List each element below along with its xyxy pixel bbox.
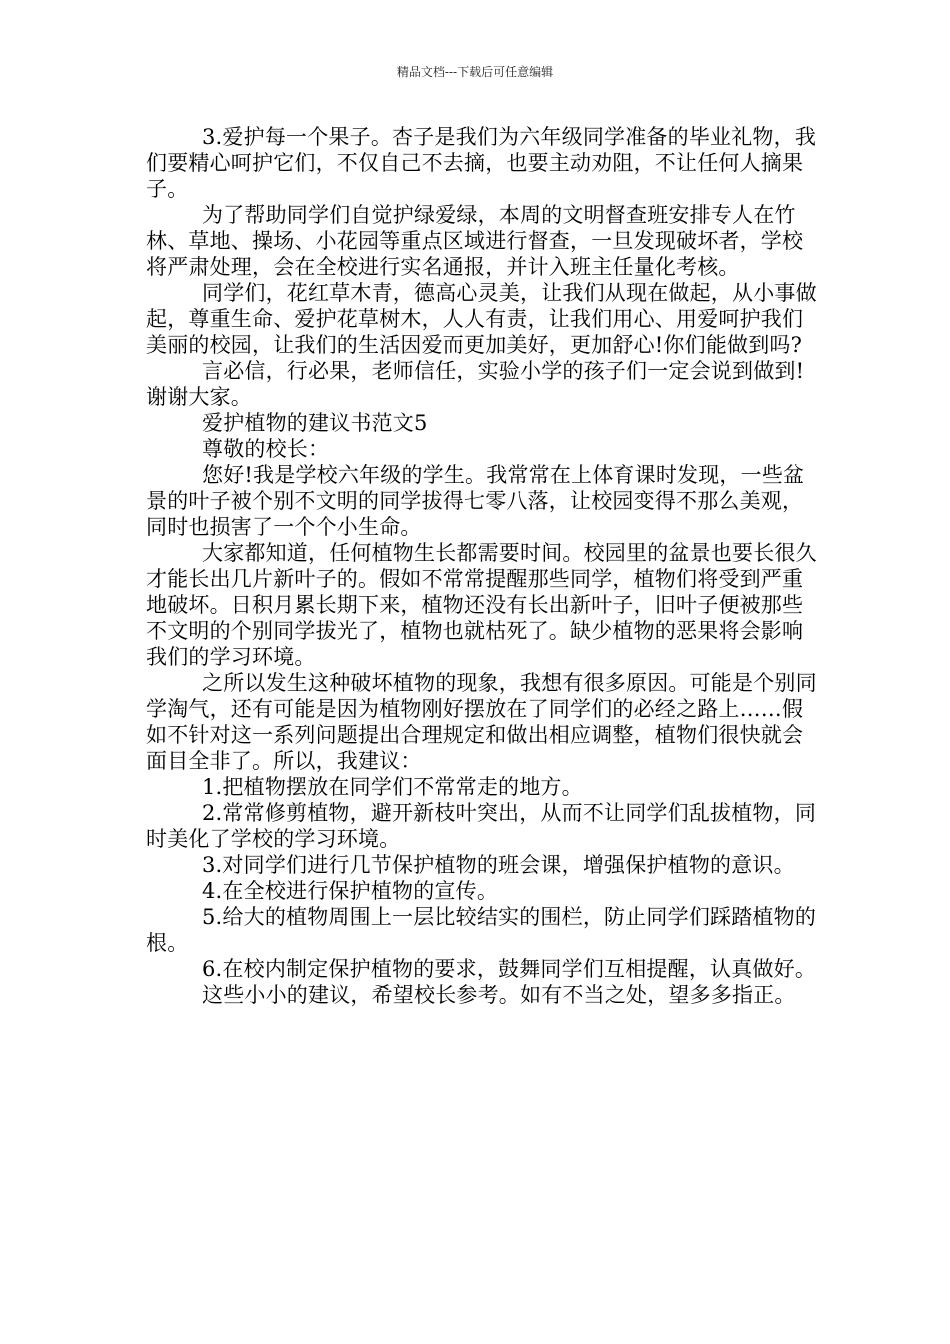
paragraph: 您好!我是学校六年级的学生。我常常在上体育课时发现，一些盆景的叶子被个别不文明的同学拔得七零八落，让校园变得不那么美观，同时也损害了一个个小生命。 [146,463,805,539]
list-item: 4.在全校进行保护植物的宣传。 [202,879,499,903]
paragraph: 为了帮助同学们自觉护绿爱绿，本周的文明督查班安排专人在竹林、草地、操场、小花园等重点区域进行督查，一旦发现破坏者，学校将严肃处理，会在全校进行实名通报，并计入班主任量化考核。 [146,203,804,279]
salutation: 尊敬的校长： [202,437,330,461]
list-item: 5.给大的植物周围上一层比较结实的围栏，防止同学们踩踏植物的根。 [146,905,817,955]
paragraph: 同学们，花红草木青，德高心灵美，让我们从现在做起，从小事做起，尊重生命、爱护花草树木，人人有责，让我们用心、用爱呵护我们美丽的校园，让我们的生活因爱而更加美好，更加舒心!你们能做到吗? [146,281,817,357]
paragraph: 言必信，行必果，老师信任，实验小学的孩子们一定会说到做到!谢谢大家。 [146,359,805,409]
section-title: 爱护植物的建议书范文5 [202,411,428,435]
document-body [146,124,818,1008]
list-item: 3.对同学们进行几节保护植物的班会课，增强保护植物的意识。 [202,853,795,877]
page-header: 精品文档---下载后可任意编辑 [396,65,554,79]
list-item: 6.在校内制定保护植物的要求，鼓舞同学们互相提醒，认真做好。 [202,957,817,981]
paragraph: 3.爱护每一个果子。杏子是我们为六年级同学准备的毕业礼物，我们要精心呵护它们，不仅自己不去摘，也要主动劝阻，不让任何人摘果子。 [146,125,817,201]
closing-paragraph: 这些小小的建议，希望校长参考。如有不当之处，望多多指正。 [202,983,796,1007]
list-item: 1.把植物摆放在同学们不常常走的地方。 [202,775,583,799]
paragraph: 大家都知道，任何植物生长都需要时间。校园里的盆景也要长很久才能长出几片新叶子的。假如不常常提醒那些同学，植物们将受到严重地破坏。日积月累长期下来，植物还没有长出新叶子，旧叶子便被那些不文明的个别同学拔光了，植物也就枯死了。缺少植物的恶果将会影响我们的学习环境。 [146,541,817,669]
paragraph: 之所以发生这种破坏植物的现象，我想有很多原因。可能是个别同学淘气，还有可能是因为植物刚好摆放在了同学们的必经之路上……假如不针对这一系列问题提出合理规定和做出相应调整，植物们很快就会面目全非了。所以，我建议： [146,671,817,773]
list-item: 2.常常修剪植物，避开新枝叶突出，从而不让同学们乱拔植物，同时美化了学校的学习环境。 [146,801,817,851]
